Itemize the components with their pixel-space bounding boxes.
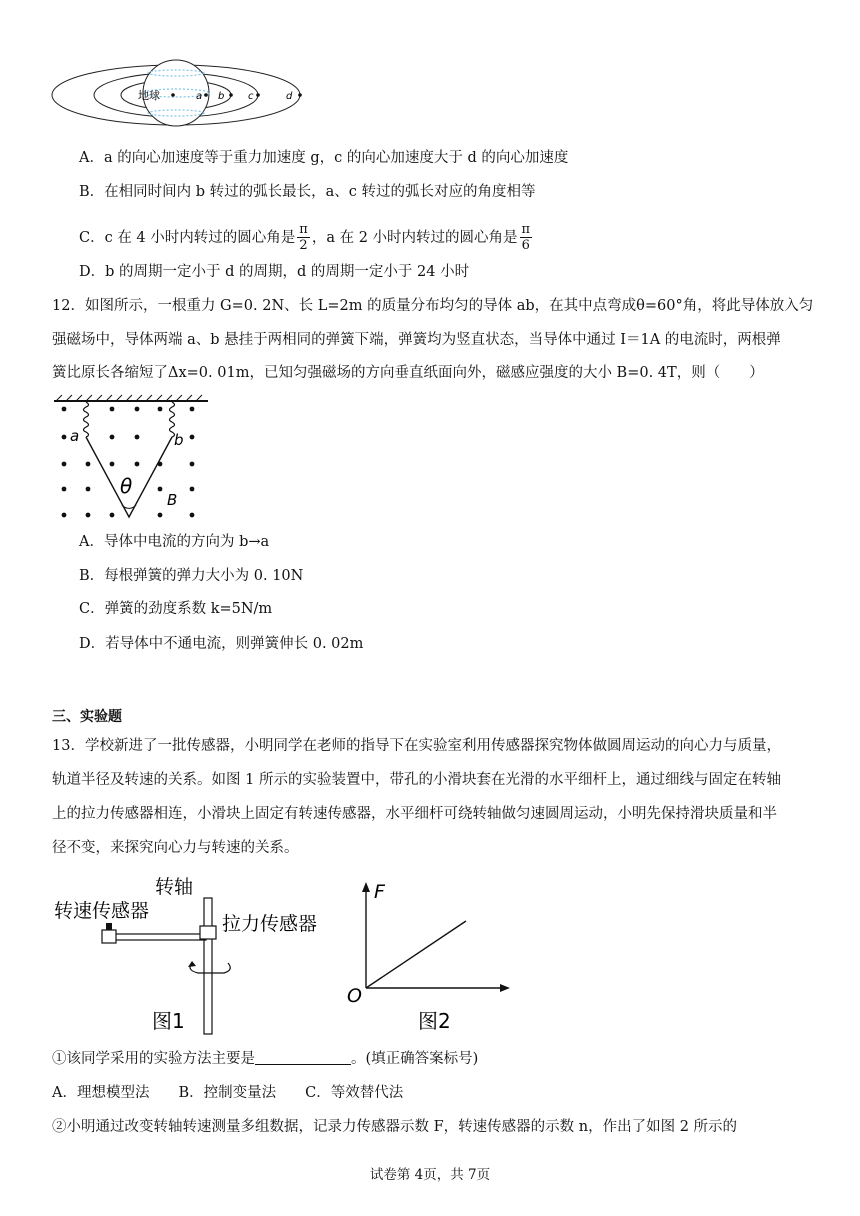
apparatus-figure [52, 868, 342, 1038]
q13-choices: A．理想模型法 B．控制变量法 C．等效替代法 [52, 1085, 404, 1101]
q13-sub1 [52, 1049, 478, 1069]
q13-stem-line1: 13．学校新进了一批传感器，小明同学在老师的指导下在实验室利用传感器探究物体做圆周运动的向心力与质量， [52, 738, 781, 754]
orbit-label-d: d [286, 91, 293, 102]
orbit-label-b: b [218, 91, 225, 102]
graph-origin-label: O [347, 985, 362, 1007]
q11-option-d: D．b 的周期一定小于 d 的周期，d 的周期一定小于 24 小时 [79, 264, 470, 280]
q12-option-c: C．弹簧的劲度系数 k=5N/m [79, 601, 273, 617]
force-graph [342, 878, 512, 1038]
q12-option-d: D．若导体中不通电流，则弹簧伸长 0. 02m [79, 636, 364, 652]
section-heading: 三、实验题 [52, 709, 122, 725]
q13-stem-line4: 径不变，来探究向心力与转速的关系。 [52, 840, 299, 856]
q13-sub1-text: ①该同学采用的实验方法主要是 [52, 1051, 255, 1067]
q11-option-c [79, 223, 534, 253]
orbit-label-a: a [196, 91, 203, 102]
force-sensor-label: 拉力传感器 [222, 913, 318, 935]
earth-label: 地球 [138, 89, 160, 102]
fig-label-B: B [167, 491, 178, 509]
orbit-figure [48, 55, 308, 133]
fig-label-a: a [70, 427, 80, 445]
figure2-caption: 图2 [418, 1009, 451, 1033]
q13-sub1-note: 。(填正确答案标号) [351, 1051, 479, 1067]
page-footer: 试卷第 4页，共 7页 [369, 1167, 491, 1183]
fraction-pi-over-6: $\frac{\pi}{6}$ [521, 222, 531, 253]
q13-stem-line3: 上的拉力传感器相连，小滑块上固定有转速传感器，水平细杆可绕转轴做匀速圆周运动，小明先保持滑块质量和半 [52, 806, 777, 822]
q12-stem-line2: 强磁场中，导体两端 a、b 悬挂于两相同的弹簧下端，弹簧均为竖直状态，当导体中通过 I＝1A 的电流时，两根弹 [52, 332, 781, 348]
q11-option-c-text2: ，a 在 2 小时内转过的圆心角是 [311, 230, 518, 246]
spring-conductor-figure [52, 393, 212, 523]
q11-option-a: A．a 的向心加速度等于重力加速度 g，c 的向心加速度大于 d 的向心加速度 [79, 150, 569, 166]
fig-label-b: b [174, 431, 184, 449]
orbit-label-c: c [248, 91, 254, 102]
q12-stem-line3: 簧比原长各缩短了Δx=0. 01m，已知匀强磁场的方向垂直纸面向外，磁感应强度的大小 B=0. 4T，则（ ） [52, 365, 764, 381]
q11-option-b: B．在相同时间内 b 转过的弧长最长，a、c 转过的弧长对应的角度相等 [79, 184, 536, 200]
q13-stem-line2: 轨道半径及转速的关系。如图 1 所示的实验装置中，带孔的小滑块套在光滑的水平细杆上，通过细线与固定在转轴 [52, 772, 781, 788]
answer-blank[interactable] [255, 1050, 351, 1065]
q12-option-a: A．导体中电流的方向为 b→a [79, 534, 270, 550]
q11-option-c-text1: C．c 在 4 小时内转过的圆心角是 [79, 230, 296, 246]
q12-option-b: B．每根弹簧的弹力大小为 0. 10N [79, 568, 304, 584]
graph-y-label: F [374, 881, 385, 903]
q13-sub2: ②小明通过改变转轴转速测量多组数据，记录力传感器示数 F，转速传感器的示数 n，作出了如图 2 所示的 [52, 1119, 738, 1135]
fig-label-theta: θ [120, 474, 133, 498]
figure1-caption: 图1 [152, 1009, 185, 1033]
speed-sensor-label: 转速传感器 [54, 900, 150, 922]
q12-stem-line1: 12．如图所示，一根重力 G=0. 2N、长 L=2m 的质量分布均匀的导体 ab，在其中点弯成θ=60°角，将此导体放入匀 [52, 298, 814, 314]
axis-label: 转轴 [155, 876, 194, 898]
fraction-pi-over-2: $\frac{\pi}{2}$ [299, 222, 308, 253]
